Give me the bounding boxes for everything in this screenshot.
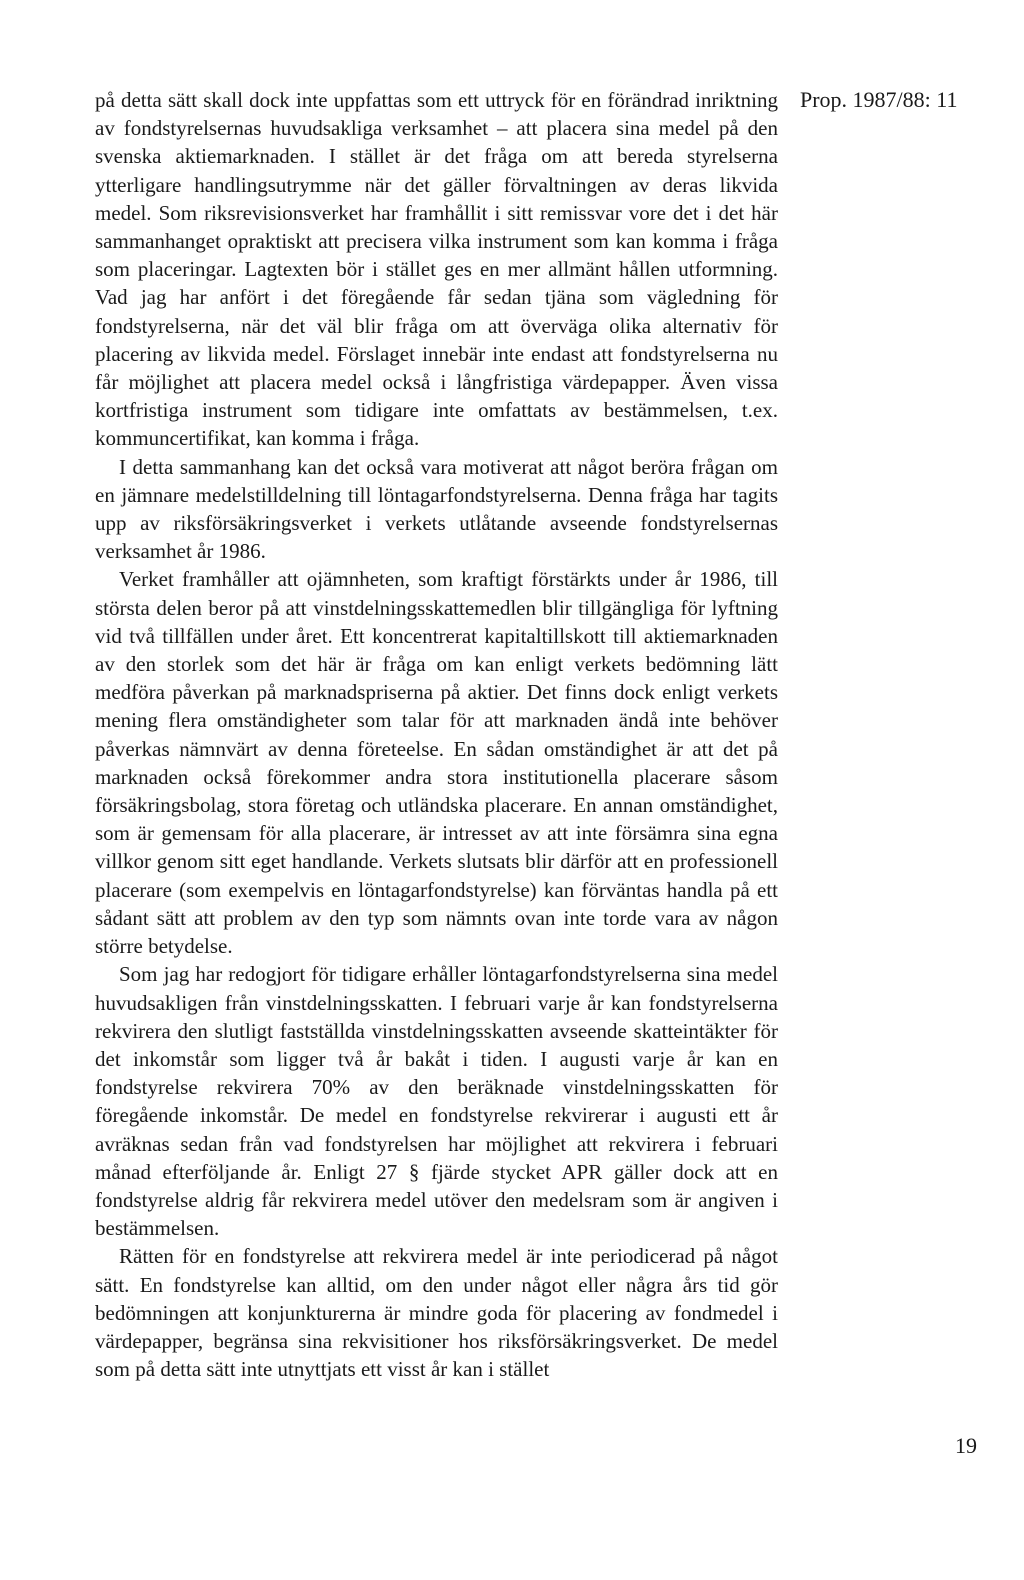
paragraph: I detta sammanhang kan det också vara motiverat att något beröra frågan om en jämnare medelstilldelning till löntagarfondstyrelserna. Denna fråga har tagits upp av riksförsäkringsverket i verkets utlåtande avseende fondstyrelsernas verksamhet år 1986. bbox=[95, 454, 778, 564]
paragraph: Verket framhåller att ojämnheten, som kraftigt förstärkts under år 1986, till största delen beror på att vinstdelningsskattemedlen blir tillgängliga för lyftning vid två tillfällen under året. Ett koncentrerat kapitaltillskott till aktiemarknaden av den storlek som det här är fråga om kan enligt verkets bedömning lätt medföra påverkan på marknadspriserna på aktier. Det finns dock enligt verkets mening flera omständigheter som talar för att marknaden ändå inte behöver påverkas nämnvärt av denna företeelse. En sådan omständighet är att det på marknaden också förekommer andra stora institutionella placerare såsom försäkringsbolag, stora företag och utländska placerare. En annan omständighet, som är gemensam för alla placerare, är intresset av att inte försämra sina egna villkor genom sitt eget handlande. Verkets slutsats blir därför att en professionell placerare (som exempelvis en löntagarfondstyrelse) kan förväntas handla på ett sådant sätt att problem av den typ som nämnts ovan inte torde vara av någon större betydelse. bbox=[95, 567, 778, 959]
body-text bbox=[95, 86, 778, 1383]
paragraph: Som jag har redogjort för tidigare erhåller löntagarfondstyrelserna sina medel huvudsakligen från vinstdelningsskatten. I februari varje år kan fondstyrelserna rekvirera den slutligt fastställda vinstdelningsskatten avseende skatteintäkter för det inkomstår som ligger två år bakåt i tiden. I augusti varje år kan en fondstyrelse rekvirera 70% av den beräknade vinstdelningsskatten för föregående inkomstår. De medel en fondstyrelse rekvirerar i augusti ett år avräknas sedan från vad fondstyrelsen har möjlighet att rekvirera i februari månad efterföljande år. Enligt 27 § fjärde stycket APR gäller dock att en fondstyrelse aldrig får rekvirera medel utöver den medelsram som är angiven i bestämmelsen. bbox=[95, 962, 778, 1241]
paragraph: Rätten för en fondstyrelse att rekvirera medel är inte periodicerad på något sätt. En fondstyrelse kan alltid, om den under något eller några års tid gör bedömningen att konjunkturerna är mindre goda för placering av fondmedel i värdepapper, begränsa sina rekvisitioner hos riksförsäkringsverket. De medel som på detta sätt inte utnyttjats ett visst år kan i stället bbox=[95, 1244, 778, 1382]
paragraph: på detta sätt skall dock inte uppfattas som ett uttryck för en förändrad inriktning av fondstyrelsernas huvudsakliga verksamhet – att placera sina medel på den svenska aktiemarknaden. I stället är det fråga om att bereda styrelserna ytterligare handlingsutrymme när det gäller förvaltningen av deras likvida medel. Som riksrevisionsverket har framhållit i sitt remissvar vore det i det här sammanhanget opraktiskt att precisera vilka instrument som kan komma i fråga som placeringar. Lagtexten bör i stället ges en mer allmänt hållen utformning. Vad jag har anfört i det föregående får sedan tjäna som vägledning för fondstyrelserna, när det väl blir fråga om att överväga olika alternativ för placering av likvida medel. Förslaget innebär inte endast att fondstyrelserna nu får möjlighet att placera medel också i långfristiga värdepapper. Även vissa kortfristiga instrument som tidigare inte omfattats av bestämmelsen, t.ex. kommuncertifikat, kan komma i fråga. bbox=[95, 88, 778, 451]
running-head: Prop. 1987/88: 11 bbox=[800, 87, 958, 112]
page-number: 19 bbox=[955, 1433, 977, 1458]
